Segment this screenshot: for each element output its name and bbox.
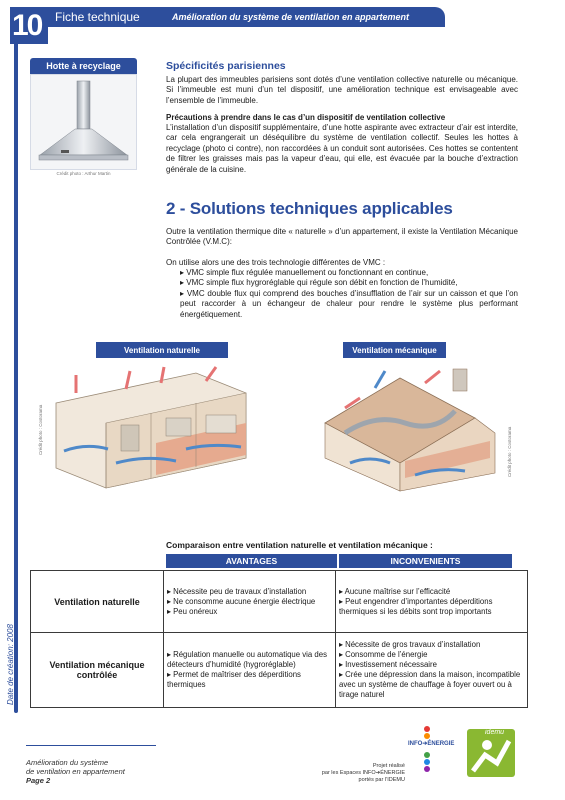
precautions-text: L’installation d’un dispositif supplémentaire, d’une hotte aspirante avec extracteur d’air est interdite, car cela engrangerait un déséquilibre du système de ventilation collectif. Seules les hottes à recyclage (photo ci contre), non raccordées à un conduit sont autorisées. Ces hottes se contentent de filtrer les graisses mais pas la vapeur d’eau, qui elle, est évacuée par la bouche d’extraction générale de la cuisine. [166, 123, 518, 174]
list-item: ▸ Crée une dépression dans la maison, incompatible avec un système de chauffage à foyer ouvert ou à tirage naturel [339, 670, 521, 699]
arrow-bullet-icon: ▸ [180, 288, 185, 298]
footer-doc-info [26, 758, 125, 785]
column-header-advantages: AVANTAGES [166, 554, 337, 568]
list-item: ▸ Peu onéreux [167, 606, 218, 616]
footer-line: par les Espaces INFO➔ÉNERGIE [321, 770, 405, 776]
solutions-title: 2 - Solutions techniques applicables [166, 199, 453, 218]
advantages-cell [164, 571, 336, 633]
list-item: ▸ Consomme de l’énergie [339, 650, 428, 659]
illustration-title-natural: Ventilation naturelle [96, 342, 228, 358]
list-item: ▸ Investissement nécessaire [339, 660, 437, 669]
comparison-table [30, 570, 528, 708]
row-label: Ventilation naturelle [31, 571, 164, 633]
sheet-number: 10 [12, 9, 42, 42]
solutions-intro: Outre la ventilation thermique dite « naturelle » d’un appartement, il existe la Ventilation Mécanique Contrôlée (V.M.C): [166, 227, 518, 247]
illustration-title-mechanical: Ventilation mécanique [343, 342, 446, 358]
specificites-heading: Spécificités parisiennes [166, 60, 286, 72]
arrow-bullet-icon: ▸ [180, 278, 185, 288]
list-item: ▸ VMC simple flux hygroréglable qui régule son débit en fonction de l’humidité, [180, 278, 458, 288]
list-item: ▸ Régulation manuelle ou automatique via des détecteurs d’humidité (hygroréglable) [167, 650, 327, 669]
list-item: ▸ VMC double flux qui comprend des bouches d’insufflation de l’air sur un caisson et que l’on peut raccorder à un échangeur de chaleur pour rendre le système plus performant énergétiquement. [180, 288, 519, 319]
specificites-paragraph: La plupart des immeubles parisiens sont dotés d’une ventilation collective naturelle ou mécanique. Si l’immeuble est muni d’un tel dispositif, une amélioration technique est envisageable avec l’ensemble de l’immeuble. [166, 75, 518, 105]
list-item: ▸ Nécessite peu de travaux d’installation [167, 586, 307, 596]
footer-line: portés par l’IDEMU [358, 777, 405, 783]
idemu-logo [451, 727, 517, 783]
illustration-credit-right: Crédit photo : Costorama [507, 426, 512, 477]
logo-text: idemu [485, 729, 505, 736]
header-bar [0, 7, 445, 42]
solutions-list-intro: On utilise alors une des trois technologie différentes de VMC : [166, 258, 386, 267]
hood-credit: Crédit photo : Arthur Martin [56, 171, 111, 176]
vmc-list [180, 268, 518, 320]
left-margin-rule [14, 43, 18, 713]
comparison-title: Comparaison entre ventilation naturelle et ventilation mécanique : [166, 540, 433, 550]
arrow-icon: ➔ [422, 741, 428, 747]
illustration-credit-left: Crédit photo : Costorama [38, 404, 43, 455]
footer-rule [26, 745, 156, 746]
list-item: ▸ Peut engendrer d’importantes déperditions thermiques si les débits sont trop importants [339, 596, 493, 616]
list-item: ▸ Aucune maîtrise sur l’efficacité [339, 586, 451, 596]
hood-caption: Hotte à recyclage [30, 58, 137, 74]
logo-text: INFO [408, 741, 423, 747]
page-number: Page 2 [26, 776, 51, 785]
footer-line: Amélioration du système [26, 758, 109, 767]
list-item: ▸ Nécessite de gros travaux d’installation [339, 640, 481, 649]
logo-text: ÉNERGIE [427, 741, 455, 747]
list-item: ▸ VMC simple flux régulée manuellement ou fonctionnant en continue, [180, 268, 429, 277]
disadvantages-cell [336, 633, 528, 708]
column-header-disadvantages: INCONVENIENTS [339, 554, 512, 568]
hood-image [30, 74, 137, 170]
section-label: Fiche technique [48, 7, 166, 27]
info-energie-logo [408, 723, 455, 793]
page-title: Amélioration du système de ventilation en appartement [166, 7, 445, 27]
footer-line: de ventilation en appartement [26, 767, 125, 776]
table-row [31, 571, 528, 633]
disadvantages-cell [336, 571, 528, 633]
footer-line: Projet réalisé [372, 763, 405, 769]
hood-figure [30, 58, 137, 176]
creation-date: Date de création: 2008 [6, 624, 15, 705]
advantages-cell [164, 633, 336, 708]
precautions-heading: Précautions à prendre dans le cas d’un dispositif de ventilation collective [166, 113, 446, 122]
footer-project-credit [300, 763, 405, 784]
natural-ventilation-illustration [46, 363, 260, 493]
arrow-bullet-icon: ▸ [180, 268, 185, 277]
list-item: ▸ Ne consomme aucune énergie électrique [167, 596, 316, 606]
table-row [31, 633, 528, 708]
mechanical-ventilation-illustration [305, 363, 500, 493]
list-item: ▸ Permet de maîtriser des déperditions thermiques [167, 670, 301, 689]
row-label: Ventilation mécanique contrôlée [31, 633, 164, 708]
